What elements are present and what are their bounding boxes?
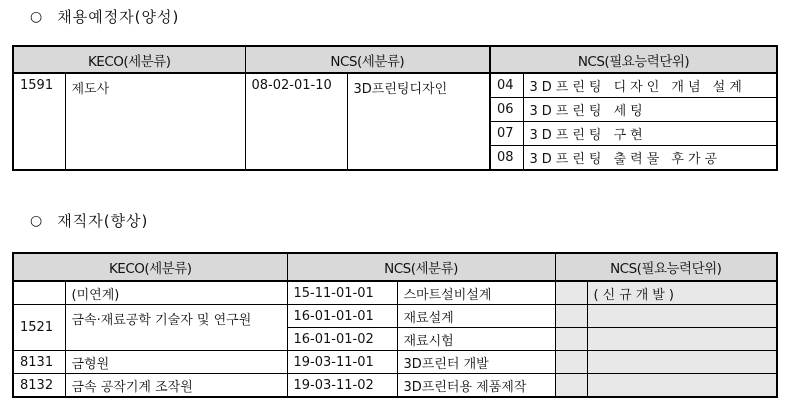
ncs-name: 3D프린팅디자인 <box>347 73 490 170</box>
keco-name: (미연계) <box>65 281 287 305</box>
unit-name: 3D프린팅 출력물 후가공 <box>523 146 777 171</box>
section1-title: 채용예정자(양성) <box>57 8 180 26</box>
ncs-name: 3D프린터 개발 <box>397 351 555 374</box>
unit-number: 07 <box>490 122 523 146</box>
keco-name: 제도사 <box>65 73 245 170</box>
table-row <box>13 305 777 328</box>
ncs-code: 08-02-01-10 <box>245 73 347 170</box>
table-row <box>13 374 777 398</box>
section2-heading <box>30 210 148 231</box>
circle-bullet-icon: ○ <box>30 212 44 229</box>
keco-code: 1521 <box>13 305 65 351</box>
unit-number <box>555 281 587 305</box>
ncs-name: 재료시험 <box>397 328 555 351</box>
keco-code <box>13 281 65 305</box>
unit-name <box>587 305 777 328</box>
keco-code: 8131 <box>13 351 65 374</box>
header-ncs: NCS(세분류) <box>287 253 555 281</box>
training-target-table <box>12 45 778 171</box>
unit-name <box>587 374 777 398</box>
unit-number <box>555 374 587 398</box>
keco-name: 금형원 <box>65 351 287 374</box>
unit-name: 3D프린팅 구현 <box>523 122 777 146</box>
ncs-name: 3D프린터용 제품제작 <box>397 374 555 398</box>
circle-bullet-icon: ○ <box>30 8 44 25</box>
section2-title: 재직자(향상) <box>57 212 149 230</box>
ncs-code: 19-03-11-02 <box>287 374 397 398</box>
ncs-name: 재료설계 <box>397 305 555 328</box>
unit-name <box>587 351 777 374</box>
table-row <box>13 281 777 305</box>
unit-name <box>587 328 777 351</box>
ncs-code: 15-11-01-01 <box>287 281 397 305</box>
table-row <box>13 73 777 98</box>
unit-number: 06 <box>490 98 523 122</box>
table-header-row <box>13 253 777 281</box>
unit-number <box>555 305 587 328</box>
unit-number <box>555 351 587 374</box>
unit-number: 04 <box>490 73 523 98</box>
ncs-code: 16-01-01-02 <box>287 328 397 351</box>
table-header-row <box>13 46 777 73</box>
header-keco: KECO(세분류) <box>13 253 287 281</box>
unit-name: 3D프린팅 세팅 <box>523 98 777 122</box>
header-ncs: NCS(세분류) <box>245 46 490 73</box>
header-keco: KECO(세분류) <box>13 46 245 73</box>
keco-code: 1591 <box>13 73 65 170</box>
unit-number: 08 <box>490 146 523 171</box>
ncs-name: 스마트설비설계 <box>397 281 555 305</box>
unit-name: (신규개발) <box>587 281 777 305</box>
ncs-code: 16-01-01-01 <box>287 305 397 328</box>
unit-name: 3D프린팅 디자인 개념 설계 <box>523 73 777 98</box>
header-ncs-units: NCS(필요능력단위) <box>490 46 777 73</box>
unit-number <box>555 328 587 351</box>
header-ncs-units: NCS(필요능력단위) <box>555 253 777 281</box>
table-row <box>13 351 777 374</box>
incumbent-table <box>12 252 778 398</box>
section1-heading <box>30 6 179 27</box>
keco-name: 금속·재료공학 기술자 및 연구원 <box>65 305 287 351</box>
keco-name: 금속 공작기계 조작원 <box>65 374 287 398</box>
ncs-code: 19-03-11-01 <box>287 351 397 374</box>
keco-code: 8132 <box>13 374 65 398</box>
